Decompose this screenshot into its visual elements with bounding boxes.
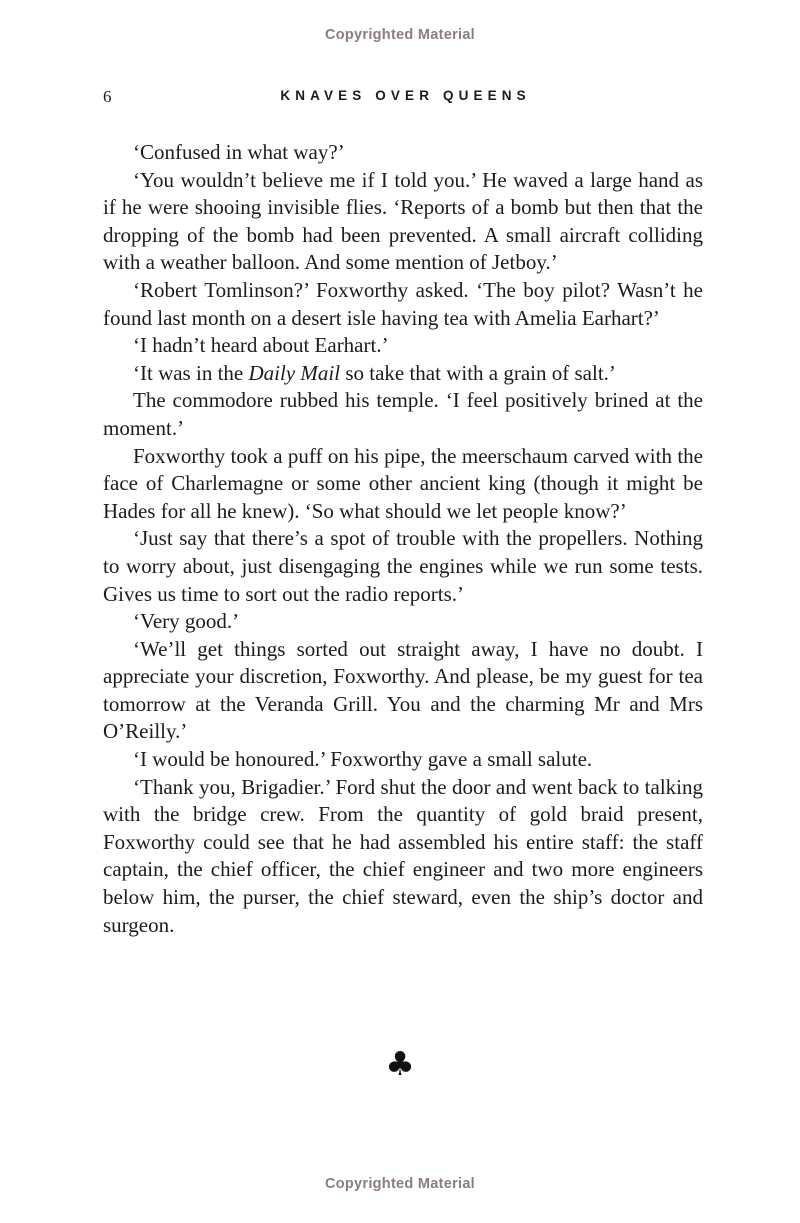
text-run: ‘Very good.’ [133, 609, 240, 634]
paragraph [103, 608, 703, 636]
text-run: ‘I hadn’t heard about Earhart.’ [133, 333, 389, 358]
copyright-watermark-top: Copyrighted Material [324, 27, 475, 43]
club-suit-ornament-icon: ♣ [385, 1044, 415, 1083]
italic-text: Daily Mail [248, 360, 341, 385]
page-number: 6 [103, 87, 112, 106]
paragraph [103, 746, 703, 774]
text-run: The commodore rubbed his temple. ‘I feel positively brined at the moment.’ [103, 388, 703, 440]
body-text [103, 139, 703, 939]
paragraph [103, 139, 703, 167]
paragraph [103, 360, 703, 388]
text-run: ‘Just say that there’s a spot of trouble with the propellers. Nothing to worry about, just disengaging the engines while we run some tests. Gives us time to sort out the radio reports.’ [103, 526, 703, 606]
paragraph [103, 332, 703, 360]
paragraph [103, 774, 703, 940]
text-run: ‘It was in the [133, 360, 249, 385]
text-run: ‘I would be honoured.’ Foxworthy gave a small salute. [133, 747, 593, 772]
text-run: Foxworthy took a puff on his pipe, the meerschaum carved with the face of Charlemagne or some other ancient king (though it might be Hades for all he knew). ‘So what should we let people know?’ [103, 443, 703, 523]
paragraph [103, 277, 703, 332]
copyright-watermark-bottom: Copyrighted Material [324, 1176, 475, 1192]
paragraph [103, 525, 703, 608]
paragraph [103, 387, 703, 442]
paragraph [103, 636, 703, 746]
paragraph [103, 167, 703, 277]
text-run: ‘We’ll get things sorted out straight away, I have no doubt. I appreciate your discretion, Foxworthy. And please, be my guest for tea tomorrow at the Veranda Grill. You and the charming Mr and Mrs O’Reilly.’ [103, 636, 703, 744]
text-run: ‘Thank you, Brigadier.’ Ford shut the door and went back to talking with the bridge crew. From the quantity of gold braid present, Foxworthy could see that he had assembled his entire staff: the staff captain, the chief officer, the chief engineer and two more engineers below him, the purser, the chief steward, even the ship’s doctor and surgeon. [103, 774, 703, 937]
text-run: so take that with a grain of salt.’ [340, 360, 616, 385]
text-run: ‘Confused in what way?’ [133, 140, 345, 164]
text-run: ‘Robert Tomlinson?’ Foxworthy asked. ‘The boy pilot? Wasn’t he found last month on a desert isle having tea with Amelia Earhart?’ [103, 277, 703, 330]
running-title: KNAVES OVER QUEENS [280, 88, 531, 103]
running-header [103, 87, 703, 107]
paragraph [103, 443, 703, 526]
text-run: ‘You wouldn’t believe me if I told you.’ He waved a large hand as if he were shooing invisible flies. ‘Reports of a bomb but then that the dropping of the bomb had been prevented. A small aircraft colliding with a weather balloon. And some mention of Jetboy.’ [103, 167, 703, 275]
